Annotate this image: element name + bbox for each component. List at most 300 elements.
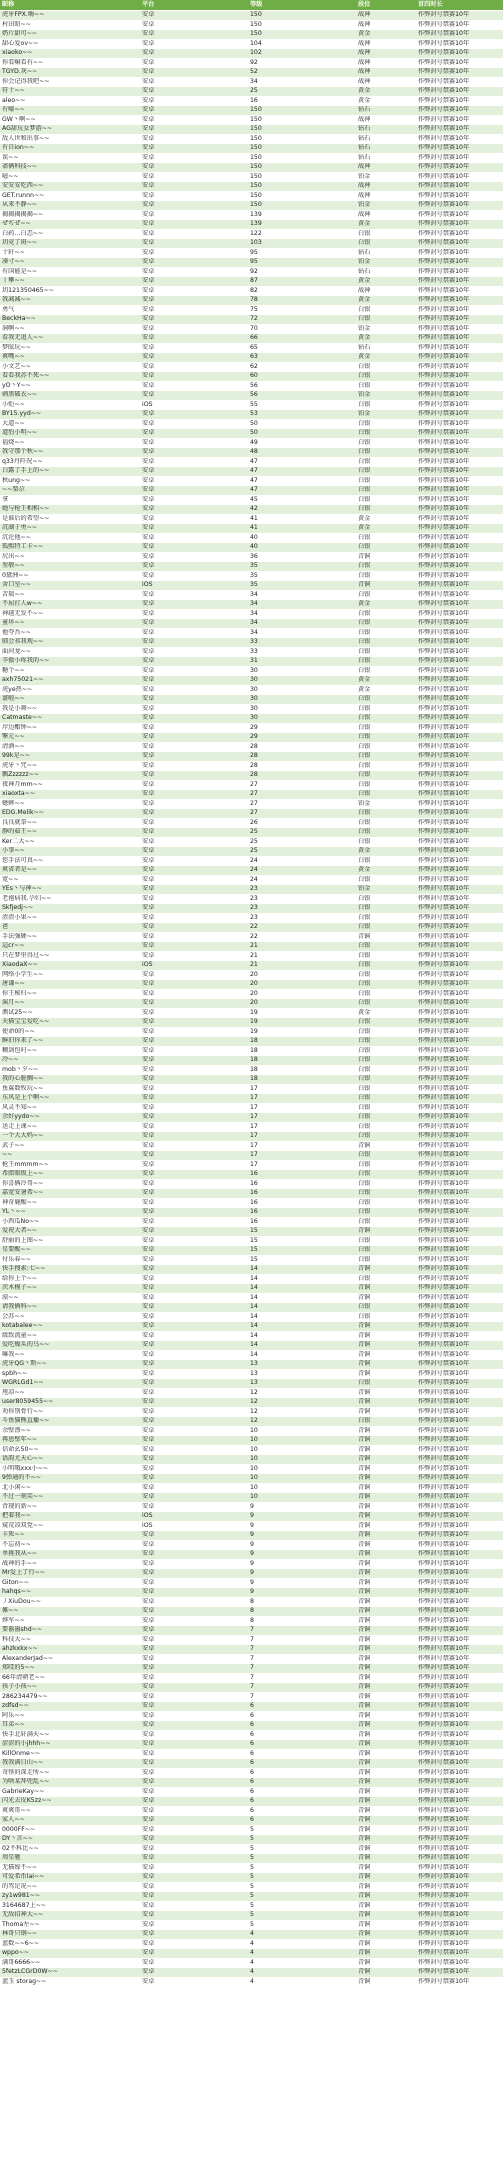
table-row xyxy=(0,11,503,21)
cell-nickname: 卡死~~ xyxy=(0,1531,140,1541)
cell-rank: 白银 xyxy=(356,476,416,486)
cell-level: 6 xyxy=(248,1806,356,1816)
table-row xyxy=(0,1170,503,1180)
cell-ban-duration: 作弊封号禁赛10年 xyxy=(416,1825,503,1835)
cell-platform: 安卓 xyxy=(140,1740,248,1750)
cell-rank: 黄金 xyxy=(356,685,416,695)
cell-nickname: 神越无发不~~ xyxy=(0,609,140,619)
header-platform: 平台 xyxy=(140,0,248,11)
table-row xyxy=(0,1654,503,1664)
cell-rank: 白银 xyxy=(356,1065,416,1075)
cell-ban-duration: 作弊封号禁赛10年 xyxy=(416,220,503,230)
cell-rank: 青铜 xyxy=(356,1911,416,1921)
cell-platform: iOS xyxy=(140,961,248,971)
cell-ban-duration: 作弊封号禁赛10年 xyxy=(416,1008,503,1018)
cell-ban-duration: 作弊封号禁赛10年 xyxy=(416,49,503,59)
table-row xyxy=(0,1778,503,1788)
cell-level: 6 xyxy=(248,1759,356,1769)
cell-platform: 安卓 xyxy=(140,904,248,914)
cell-ban-duration: 作弊封号禁赛10年 xyxy=(416,1265,503,1275)
cell-level: 70 xyxy=(248,324,356,334)
cell-ban-duration: 作弊封号禁赛10年 xyxy=(416,1721,503,1731)
table-row xyxy=(0,1578,503,1588)
cell-nickname: 大道~~ xyxy=(0,419,140,429)
cell-ban-duration: 作弊封号禁赛10年 xyxy=(416,1958,503,1968)
cell-nickname: 耳弟~~ xyxy=(0,1721,140,1731)
table-row xyxy=(0,904,503,914)
cell-platform: 安卓 xyxy=(140,1939,248,1949)
cell-rank: 白银 xyxy=(356,590,416,600)
cell-nickname: 爱祝大者~~ xyxy=(0,1227,140,1237)
cell-platform: 安卓 xyxy=(140,524,248,534)
cell-ban-duration: 作弊封号禁赛10年 xyxy=(416,1217,503,1227)
cell-nickname: 再恩壁年~~ xyxy=(0,1436,140,1446)
cell-platform: 安卓 xyxy=(140,1350,248,1360)
cell-rank: 青铜 xyxy=(356,1806,416,1816)
table-row xyxy=(0,1673,503,1683)
cell-platform: 安卓 xyxy=(140,353,248,363)
cell-platform: 安卓 xyxy=(140,1483,248,1493)
table-row xyxy=(0,600,503,610)
cell-nickname: 虎牙QG丶斯~~ xyxy=(0,1360,140,1370)
cell-platform: 安卓 xyxy=(140,676,248,686)
cell-ban-duration: 作弊封号禁赛10年 xyxy=(416,685,503,695)
cell-rank: 青铜 xyxy=(356,1673,416,1683)
cell-platform: 安卓 xyxy=(140,761,248,771)
cell-platform: 安卓 xyxy=(140,799,248,809)
table-row xyxy=(0,1664,503,1674)
cell-ban-duration: 作弊封号禁赛10年 xyxy=(416,305,503,315)
cell-level: 30 xyxy=(248,704,356,714)
cell-ban-duration: 作弊封号禁赛10年 xyxy=(416,790,503,800)
cell-platform: 安卓 xyxy=(140,476,248,486)
table-row xyxy=(0,1445,503,1455)
table-row xyxy=(0,258,503,268)
table-row xyxy=(0,1464,503,1474)
table-row xyxy=(0,771,503,781)
cell-platform: 安卓 xyxy=(140,1303,248,1313)
cell-platform: 安卓 xyxy=(140,657,248,667)
cell-nickname: 0000FF~~ xyxy=(0,1825,140,1835)
cell-ban-duration: 作弊封号禁赛10年 xyxy=(416,1113,503,1123)
table-row xyxy=(0,1825,503,1835)
cell-platform: 安卓 xyxy=(140,495,248,505)
table-row xyxy=(0,1236,503,1246)
cell-nickname: ~~梨尕 xyxy=(0,486,140,496)
cell-level: 87 xyxy=(248,277,356,287)
cell-ban-duration: 作弊封号禁赛10年 xyxy=(416,476,503,486)
cell-nickname: 会苏~~ xyxy=(0,1312,140,1322)
cell-platform: 安卓 xyxy=(140,1198,248,1208)
cell-nickname: xiaoxta~~ xyxy=(0,790,140,800)
cell-platform: 安卓 xyxy=(140,1113,248,1123)
table-row xyxy=(0,429,503,439)
cell-ban-duration: 作弊封号禁赛10年 xyxy=(416,799,503,809)
cell-platform: 安卓 xyxy=(140,1445,248,1455)
cell-level: 9 xyxy=(248,1588,356,1598)
cell-nickname: 5fetzLCGrD0W~~ xyxy=(0,1968,140,1978)
cell-nickname: 福烧~~ xyxy=(0,438,140,448)
cell-rank: 钻石 xyxy=(356,106,416,116)
cell-level: 28 xyxy=(248,752,356,762)
cell-rank: 黄金 xyxy=(356,334,416,344)
cell-ban-duration: 作弊封号禁赛10年 xyxy=(416,1569,503,1579)
cell-rank: 白银 xyxy=(356,942,416,952)
cell-ban-duration: 作弊封号禁赛10年 xyxy=(416,552,503,562)
cell-rank: 白银 xyxy=(356,1046,416,1056)
cell-platform: 安卓 xyxy=(140,1873,248,1883)
cell-ban-duration: 作弊封号禁赛10年 xyxy=(416,1483,503,1493)
cell-level: 6 xyxy=(248,1749,356,1759)
cell-platform: 安卓 xyxy=(140,58,248,68)
cell-nickname: Mr爱上了行~~ xyxy=(0,1569,140,1579)
cell-ban-duration: 作弊封号禁赛10年 xyxy=(416,372,503,382)
cell-platform: 安卓 xyxy=(140,1265,248,1275)
cell-ban-duration: 作弊封号禁赛10年 xyxy=(416,1749,503,1759)
cell-platform: 安卓 xyxy=(140,134,248,144)
cell-rank: 青铜 xyxy=(356,1768,416,1778)
cell-ban-duration: 作弊封号禁赛10年 xyxy=(416,1673,503,1683)
cell-platform: 安卓 xyxy=(140,1835,248,1845)
cell-rank: 青铜 xyxy=(356,1939,416,1949)
cell-level: 7 xyxy=(248,1626,356,1636)
cell-platform: 安卓 xyxy=(140,723,248,733)
cell-ban-duration: 作弊封号禁赛10年 xyxy=(416,1778,503,1788)
cell-ban-duration: 作弊封号禁赛10年 xyxy=(416,1379,503,1389)
cell-nickname: ahzkxkx~~ xyxy=(0,1645,140,1655)
cell-rank: 白银 xyxy=(356,742,416,752)
cell-nickname: 拿 xyxy=(0,495,140,505)
table-row xyxy=(0,220,503,230)
cell-level: 4 xyxy=(248,1939,356,1949)
cell-rank: 青铜 xyxy=(356,1512,416,1522)
cell-ban-duration: 作弊封号禁赛10年 xyxy=(416,1920,503,1930)
cell-nickname: wppo~~ xyxy=(0,1949,140,1959)
cell-ban-duration: 作弊封号禁赛10年 xyxy=(416,1426,503,1436)
cell-level: 21 xyxy=(248,951,356,961)
cell-platform: 安卓 xyxy=(140,1360,248,1370)
cell-nickname: 蔷啦~~ xyxy=(0,695,140,705)
table-row xyxy=(0,87,503,97)
cell-level: 10 xyxy=(248,1455,356,1465)
cell-level: 139 xyxy=(248,220,356,230)
cell-rank: 白银 xyxy=(356,1312,416,1322)
cell-nickname: 演月~~ xyxy=(0,999,140,1009)
cell-ban-duration: 作弊封号禁赛10年 xyxy=(416,191,503,201)
cell-ban-duration: 作弊封号禁赛10年 xyxy=(416,1806,503,1816)
cell-ban-duration: 作弊封号禁赛10年 xyxy=(416,1084,503,1094)
cell-level: 150 xyxy=(248,144,356,154)
cell-level: 5 xyxy=(248,1863,356,1873)
cell-ban-duration: 作弊封号禁赛10年 xyxy=(416,419,503,429)
cell-level: 92 xyxy=(248,267,356,277)
cell-level: 10 xyxy=(248,1426,356,1436)
cell-level: 150 xyxy=(248,11,356,21)
cell-platform: 安卓 xyxy=(140,1806,248,1816)
cell-ban-duration: 作弊封号禁赛10年 xyxy=(416,1018,503,1028)
cell-ban-duration: 作弊封号禁赛10年 xyxy=(416,163,503,173)
cell-rank: 青铜 xyxy=(356,1445,416,1455)
cell-platform: 安卓 xyxy=(140,1284,248,1294)
cell-ban-duration: 作弊封号禁赛10年 xyxy=(416,277,503,287)
cell-level: 20 xyxy=(248,989,356,999)
cell-platform: 安卓 xyxy=(140,1179,248,1189)
cell-rank: 青铜 xyxy=(356,1284,416,1294)
cell-nickname: Thoma左~~ xyxy=(0,1920,140,1930)
cell-rank: 白银 xyxy=(356,533,416,543)
cell-level: 31 xyxy=(248,657,356,667)
table-row xyxy=(0,552,503,562)
cell-ban-duration: 作弊封号禁赛10年 xyxy=(416,1322,503,1332)
cell-ban-duration: 作弊封号禁赛10年 xyxy=(416,1407,503,1417)
cell-rank: 白银 xyxy=(356,913,416,923)
cell-rank: 白银 xyxy=(356,571,416,581)
table-row xyxy=(0,495,503,505)
cell-level: 26 xyxy=(248,818,356,828)
cell-level: 13 xyxy=(248,1369,356,1379)
table-row xyxy=(0,666,503,676)
cell-ban-duration: 作弊封号禁赛10年 xyxy=(416,894,503,904)
cell-nickname: 静的茹王~~ xyxy=(0,828,140,838)
cell-platform: 安卓 xyxy=(140,742,248,752)
cell-nickname: 蓝玉 storag~~ xyxy=(0,1977,140,1987)
cell-ban-duration: 作弊封号禁赛10年 xyxy=(416,1369,503,1379)
cell-level: 5 xyxy=(248,1892,356,1902)
cell-nickname: 辛傲小疼我的~~ xyxy=(0,657,140,667)
cell-ban-duration: 作弊封号禁赛10年 xyxy=(416,1626,503,1636)
cell-ban-duration: 作弊封号禁赛10年 xyxy=(416,571,503,581)
cell-ban-duration: 作弊封号禁赛10年 xyxy=(416,20,503,30)
cell-ban-duration: 作弊封号禁赛10年 xyxy=(416,533,503,543)
cell-nickname: 蟋蟀~~ xyxy=(0,799,140,809)
cell-platform: 安卓 xyxy=(140,1730,248,1740)
cell-level: 150 xyxy=(248,115,356,125)
cell-nickname: 小炬~~ xyxy=(0,400,140,410)
cell-ban-duration: 作弊封号禁赛10年 xyxy=(416,932,503,942)
cell-platform: 安卓 xyxy=(140,1160,248,1170)
cell-platform: 安卓 xyxy=(140,381,248,391)
cell-level: 95 xyxy=(248,248,356,258)
cell-ban-duration: 作弊封号禁赛10年 xyxy=(416,714,503,724)
cell-level: 48 xyxy=(248,448,356,458)
cell-ban-duration: 作弊封号禁赛10年 xyxy=(416,609,503,619)
cell-rank: 青铜 xyxy=(356,1825,416,1835)
cell-level: 55 xyxy=(248,400,356,410)
cell-nickname: 道豹小明~~ xyxy=(0,429,140,439)
cell-platform: 安卓 xyxy=(140,1464,248,1474)
cell-platform: 安卓 xyxy=(140,163,248,173)
cell-ban-duration: 作弊封号禁赛10年 xyxy=(416,1740,503,1750)
cell-rank: 白银 xyxy=(356,505,416,515)
cell-level: 6 xyxy=(248,1768,356,1778)
cell-nickname: 擎元~~ xyxy=(0,733,140,743)
cell-nickname: 村田昭~~ xyxy=(0,20,140,30)
cell-platform: 安卓 xyxy=(140,1664,248,1674)
cell-level: 8 xyxy=(248,1607,356,1617)
cell-rank: 白银 xyxy=(356,1179,416,1189)
cell-rank: 白银 xyxy=(356,856,416,866)
table-row xyxy=(0,847,503,857)
cell-rank: 战神 xyxy=(356,191,416,201)
table-row xyxy=(0,1018,503,1028)
table-row xyxy=(0,467,503,477)
cell-ban-duration: 作弊封号禁赛10年 xyxy=(416,1046,503,1056)
table-row xyxy=(0,913,503,923)
cell-rank: 黄金 xyxy=(356,353,416,363)
cell-nickname: 敌人世和出事~~ xyxy=(0,134,140,144)
cell-nickname: 面河龙~~ xyxy=(0,647,140,657)
cell-ban-duration: 作弊封号禁赛10年 xyxy=(416,885,503,895)
cell-level: 18 xyxy=(248,1046,356,1056)
cell-rank: 白银 xyxy=(356,448,416,458)
cell-platform: 安卓 xyxy=(140,1892,248,1902)
cell-level: 27 xyxy=(248,790,356,800)
cell-rank: 白银 xyxy=(356,1084,416,1094)
cell-nickname: 白露了手上的~~ xyxy=(0,467,140,477)
cell-rank: 白银 xyxy=(356,1018,416,1028)
cell-rank: 青铜 xyxy=(356,1483,416,1493)
cell-ban-duration: 作弊封号禁赛10年 xyxy=(416,1436,503,1446)
cell-platform: 安卓 xyxy=(140,1930,248,1940)
table-row xyxy=(0,723,503,733)
cell-nickname: 童坏~~ xyxy=(0,619,140,629)
cell-platform: iOS xyxy=(140,581,248,591)
cell-nickname: 你会记得我吧~~ xyxy=(0,77,140,87)
cell-platform: 安卓 xyxy=(140,1065,248,1075)
cell-level: 12 xyxy=(248,1398,356,1408)
cell-platform: 安卓 xyxy=(140,894,248,904)
cell-platform: 安卓 xyxy=(140,609,248,619)
cell-platform: 安卓 xyxy=(140,533,248,543)
cell-platform: 安卓 xyxy=(140,1645,248,1655)
table-row xyxy=(0,695,503,705)
cell-ban-duration: 作弊封号禁赛10年 xyxy=(416,1455,503,1465)
cell-nickname: 秋ung~~ xyxy=(0,476,140,486)
cell-nickname: 虎牙FPX.嗨~~ xyxy=(0,11,140,21)
cell-nickname: 虎ye热~~ xyxy=(0,685,140,695)
cell-rank: 青铜 xyxy=(356,1645,416,1655)
cell-ban-duration: 作弊封号禁赛10年 xyxy=(416,486,503,496)
cell-ban-duration: 作弊封号禁赛10年 xyxy=(416,11,503,21)
cell-rank: 战神 xyxy=(356,163,416,173)
cell-ban-duration: 作弊封号禁赛10年 xyxy=(416,1417,503,1427)
cell-rank: 战神 xyxy=(356,210,416,220)
cell-rank: 青铜 xyxy=(356,1635,416,1645)
cell-rank: 青铜 xyxy=(356,1550,416,1560)
cell-level: 150 xyxy=(248,134,356,144)
cell-level: 15 xyxy=(248,1227,356,1237)
cell-platform: 安卓 xyxy=(140,1825,248,1835)
table-row xyxy=(0,115,503,125)
table-row xyxy=(0,1892,503,1902)
cell-platform: 安卓 xyxy=(140,1369,248,1379)
cell-nickname: KillOnme~~ xyxy=(0,1749,140,1759)
cell-nickname: 使命0的~~ xyxy=(0,1027,140,1037)
cell-level: 23 xyxy=(248,885,356,895)
cell-level: 56 xyxy=(248,391,356,401)
cell-nickname: EDG.Melik~~ xyxy=(0,809,140,819)
cell-level: 35 xyxy=(248,571,356,581)
cell-nickname: 宽~~ xyxy=(0,875,140,885)
cell-level: 23 xyxy=(248,904,356,914)
cell-ban-duration: 作弊封号禁赛10年 xyxy=(416,239,503,249)
cell-ban-duration: 作弊封号禁赛10年 xyxy=(416,647,503,657)
cell-rank: 铂金 xyxy=(356,172,416,182)
cell-platform: 安卓 xyxy=(140,1379,248,1389)
cell-ban-duration: 作弊封号禁赛10年 xyxy=(416,429,503,439)
cell-platform: 安卓 xyxy=(140,286,248,296)
table-row xyxy=(0,837,503,847)
table-row xyxy=(0,1322,503,1332)
table-row xyxy=(0,1350,503,1360)
cell-rank: 白银 xyxy=(356,495,416,505)
cell-platform: 安卓 xyxy=(140,486,248,496)
cell-level: 40 xyxy=(248,543,356,553)
cell-platform: 安卓 xyxy=(140,1977,248,1987)
cell-ban-duration: 作弊封号禁赛10年 xyxy=(416,296,503,306)
cell-level: 22 xyxy=(248,923,356,933)
cell-platform: 安卓 xyxy=(140,1426,248,1436)
cell-level: 6 xyxy=(248,1740,356,1750)
cell-level: 7 xyxy=(248,1683,356,1693)
table-row xyxy=(0,514,503,524)
cell-nickname: 這cr~~ xyxy=(0,942,140,952)
cell-platform: 安卓 xyxy=(140,305,248,315)
table-row xyxy=(0,1151,503,1161)
cell-platform: 安卓 xyxy=(140,1958,248,1968)
cell-ban-duration: 作弊封号禁赛10年 xyxy=(416,1341,503,1351)
cell-ban-duration: 作弊封号禁赛10年 xyxy=(416,1949,503,1959)
cell-level: 15 xyxy=(248,1255,356,1265)
cell-level: 104 xyxy=(248,39,356,49)
cell-rank: 白银 xyxy=(356,362,416,372)
cell-ban-duration: 作弊封号禁赛10年 xyxy=(416,1208,503,1218)
cell-rank: 青铜 xyxy=(356,1683,416,1693)
cell-nickname: DY丶言~~ xyxy=(0,1835,140,1845)
cell-level: 14 xyxy=(248,1274,356,1284)
cell-platform: 安卓 xyxy=(140,1388,248,1398)
cell-platform: 安卓 xyxy=(140,191,248,201)
cell-rank: 铂金 xyxy=(356,799,416,809)
cell-level: 16 xyxy=(248,96,356,106)
cell-platform: 安卓 xyxy=(140,704,248,714)
cell-platform: 安卓 xyxy=(140,552,248,562)
cell-nickname: 只在梦里得过~~ xyxy=(0,951,140,961)
cell-platform: 安卓 xyxy=(140,1711,248,1721)
cell-platform: 安卓 xyxy=(140,752,248,762)
cell-level: 8 xyxy=(248,1616,356,1626)
cell-level: 6 xyxy=(248,1778,356,1788)
cell-platform: 安卓 xyxy=(140,87,248,97)
cell-ban-duration: 作弊封号禁赛10年 xyxy=(416,58,503,68)
cell-platform: 安卓 xyxy=(140,714,248,724)
cell-ban-duration: 作弊封号禁赛10年 xyxy=(416,875,503,885)
cell-level: 34 xyxy=(248,609,356,619)
cell-platform: 安卓 xyxy=(140,182,248,192)
cell-platform: 安卓 xyxy=(140,1170,248,1180)
cell-level: 29 xyxy=(248,733,356,743)
cell-rank: 白银 xyxy=(356,951,416,961)
cell-rank: 铂金 xyxy=(356,201,416,211)
cell-nickname: 冷~~ xyxy=(0,1056,140,1066)
table-row xyxy=(0,1246,503,1256)
table-row xyxy=(0,20,503,30)
cell-level: 92 xyxy=(248,58,356,68)
cell-ban-duration: 作弊封号禁赛10年 xyxy=(416,106,503,116)
cell-nickname: 夜神月mm~~ xyxy=(0,780,140,790)
cell-ban-duration: 作弊封号禁赛10年 xyxy=(416,666,503,676)
cell-platform: 安卓 xyxy=(140,628,248,638)
